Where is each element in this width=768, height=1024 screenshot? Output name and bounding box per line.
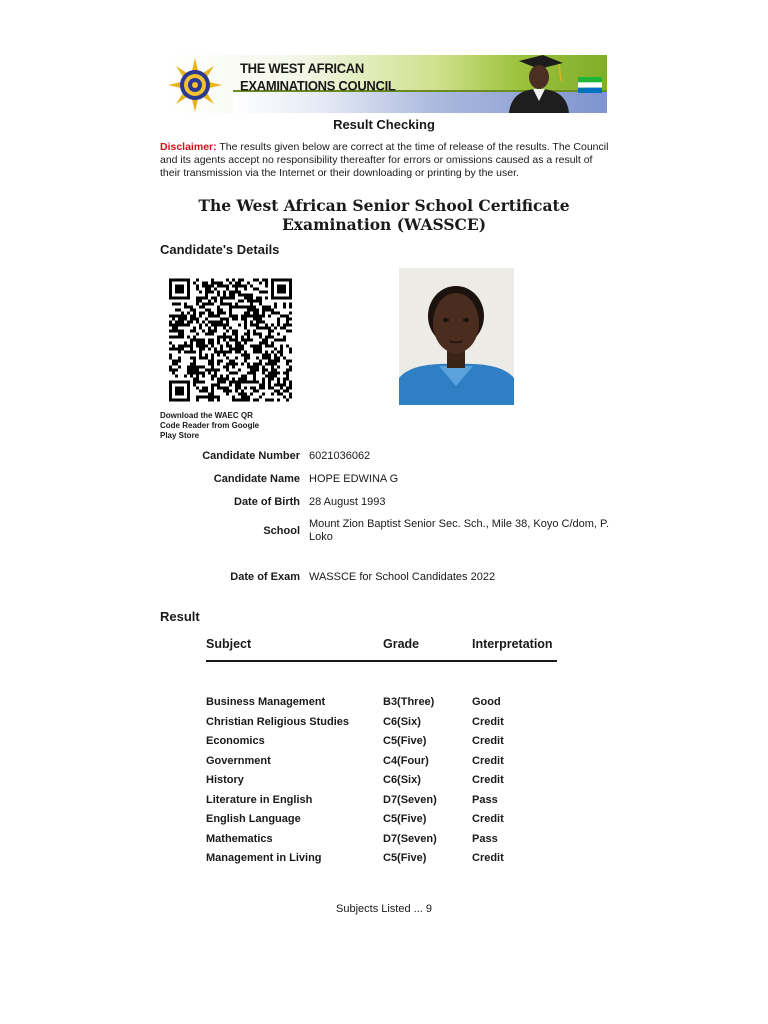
disclaimer-body: The results given below are correct at the time of release of the results. The Council and its agents accept no responsibility thereafter for errors or omissions caused as a result of their transmission via the Internet or their downloading or printing by the user. [160, 141, 609, 179]
subject-cell: Christian Religious Studies [206, 715, 350, 728]
subject-cell: Literature in English [206, 793, 313, 806]
subjects-listed: Subjects Listed ... 9 [336, 903, 432, 915]
detail-value: 6021036062 [309, 450, 371, 462]
subject-cell: Mathematics [206, 832, 273, 845]
grade-cell: C6(Six) [383, 715, 421, 728]
detail-value: Mount Zion Baptist Senior Sec. Sch., Mile 38, Koyo C/dom, P. Loko [309, 518, 609, 543]
sierra-leone-flag [578, 77, 602, 93]
result-heading: Result [160, 609, 200, 624]
organization-name: THE WEST AFRICAN EXAMINATIONS COUNCIL [240, 60, 396, 94]
subject-cell: English Language [206, 813, 301, 825]
header-divider [206, 660, 557, 662]
column-header-subject: Subject [206, 637, 252, 651]
column-header-grade: Grade [383, 637, 420, 651]
detail-value: WASSCE for School Candidates 2022 [309, 571, 496, 583]
subject-cell: History [206, 774, 244, 786]
candidate-photo [399, 268, 514, 405]
detail-label: Date of Birth [234, 496, 300, 508]
interpretation-cell: Credit [472, 735, 504, 747]
detail-label: Candidate Name [213, 473, 300, 485]
interpretation-cell: Good [472, 696, 501, 708]
waec-banner [163, 55, 607, 113]
detail-label: Candidate Number [202, 450, 300, 462]
interpretation-cell: Credit [472, 754, 504, 767]
grade-cell: C5(Five) [383, 852, 427, 864]
interpretation-cell: Credit [472, 774, 504, 786]
grade-cell: C5(Five) [383, 735, 427, 747]
subject-cell: Management in Living [206, 852, 322, 864]
grade-cell: C6(Six) [383, 774, 421, 786]
waec-seal-logo [165, 57, 225, 113]
interpretation-cell: Pass [472, 793, 498, 806]
detail-label: School [263, 525, 300, 537]
qr-code [169, 276, 292, 404]
exam-title: The West African Senior School Certificate Examination (WASSCE) [198, 196, 570, 234]
candidate-details-heading: Candidate's Details [160, 242, 280, 257]
page-heading: Result Checking [333, 117, 435, 132]
interpretation-cell: Pass [472, 832, 498, 845]
subject-cell: Business Management [206, 696, 326, 708]
disclaimer-label: Disclaimer: [160, 141, 217, 153]
interpretation-cell: Credit [472, 852, 504, 864]
interpretation-cell: Credit [472, 813, 504, 825]
graduate-photo [501, 55, 571, 113]
grade-cell: B3(Three) [383, 696, 435, 708]
subject-cell: Government [206, 754, 271, 767]
detail-value: HOPE EDWINA G [309, 473, 399, 485]
interpretation-cell: Credit [472, 715, 504, 728]
grade-cell: C5(Five) [383, 813, 427, 825]
disclaimer-text [160, 141, 610, 180]
grade-cell: C4(Four) [383, 754, 429, 767]
qr-reader-note: Download the WAEC QR Code Reader from Google Play Store [160, 411, 260, 440]
grade-cell: D7(Seven) [383, 793, 437, 806]
column-header-interpretation: Interpretation [472, 637, 553, 651]
grade-cell: D7(Seven) [383, 832, 437, 845]
detail-label: Date of Exam [230, 571, 300, 583]
detail-value: 28 August 1993 [309, 496, 386, 508]
subject-cell: Economics [206, 735, 265, 747]
